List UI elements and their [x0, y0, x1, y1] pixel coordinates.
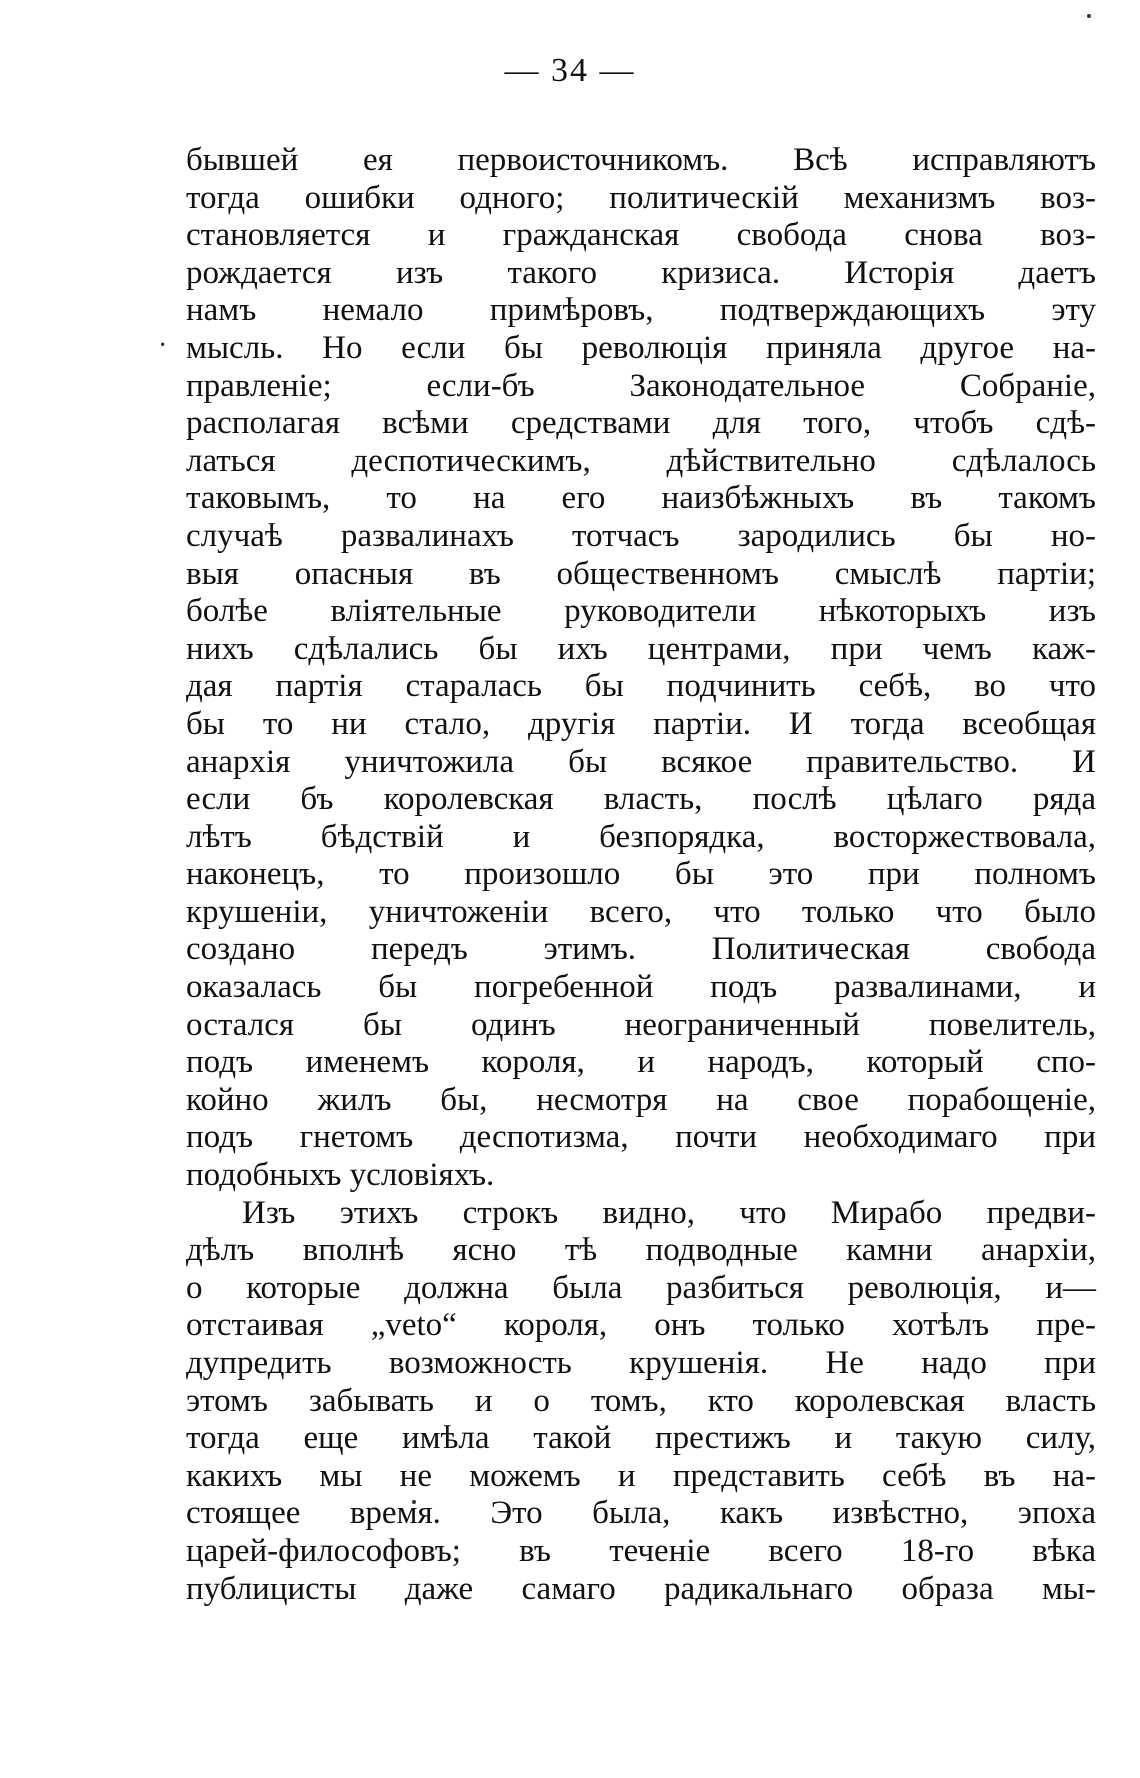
- text-line: случаѣ развалинахъ тотчасъ зародились бы но-: [186, 517, 1096, 554]
- text-line: выя опасныя въ общественномъ смыслѣ партіи;: [186, 555, 1096, 592]
- text-line: тогда еще имѣла такой престижъ и такую силу,: [186, 1420, 1096, 1457]
- page-number: — 34 —: [504, 52, 636, 89]
- text-line: анархія уничтожила бы всякое правительство. И: [186, 743, 1096, 780]
- text-line: Изъ этихъ строкъ видно, что Мирабо предви-: [242, 1194, 1096, 1231]
- text-line: рождается изъ такого кризиса. Исторія даетъ: [186, 254, 1096, 291]
- text-line: тогда ошибки одного; политическій механизмъ воз-: [186, 179, 1096, 216]
- text-line: нихъ сдѣлались бы ихъ центрами, при чемъ каж-: [186, 630, 1096, 667]
- text-line: стоящее время. Это была, какъ извѣстно, эпоха: [186, 1495, 1096, 1532]
- text-line: дѣлъ вполнѣ ясно тѣ подводные камни анархіи,: [186, 1232, 1096, 1269]
- text-line: латься деспотическимъ, дѣйствительно сдѣлалось: [186, 442, 1096, 479]
- text-line: дупредить возможность крушенія. Не надо при: [186, 1345, 1096, 1381]
- text-line: наконецъ, то произошло бы это при полномъ: [186, 856, 1096, 893]
- text-line: создано передъ этимъ. Политическая свобода: [186, 931, 1096, 968]
- text-line: бы то ни стало, другія партіи. И тогда всеобщая: [186, 705, 1096, 742]
- text-line: таковымъ, то на его наизбѣжныхъ въ такомъ: [186, 480, 1096, 517]
- text-line: мысль. Но если бы революція приняла другое на-: [186, 329, 1096, 366]
- text-line: лѣтъ бѣдствій и безпорядка, восторжествовала,: [186, 818, 1096, 855]
- text-line: этомъ забывать и о томъ, кто королевская власть: [186, 1382, 1096, 1419]
- text-line: бывшей ея первоисточникомъ. Всѣ исправляютъ: [186, 142, 1096, 178]
- text-line: подъ именемъ короля, и народъ, который спо-: [186, 1044, 1096, 1081]
- text-line: крушеніи, уничтоженіи всего, что только что было: [186, 893, 1096, 930]
- text-line: если бъ королевская власть, послѣ цѣлаго ряда: [186, 781, 1096, 818]
- scan-speck: [1087, 14, 1091, 18]
- text-line: намъ немало примѣровъ, подтверждающихъ эту: [186, 292, 1096, 329]
- text-line: дая партія старалась бы подчинить себѣ, во что: [186, 668, 1096, 705]
- text-line: оказалась бы погребенной подъ развалинами, и: [186, 969, 1096, 1006]
- text-line: койно жилъ бы, несмотря на свое порабощеніе,: [186, 1081, 1096, 1118]
- text-line: о которые должна была разбиться революція, и—: [186, 1269, 1096, 1306]
- text-line: подобныхъ условіяхъ.: [186, 1157, 495, 1194]
- text-line: отстаивая „veto“ короля, онъ только хотѣлъ пре-: [186, 1307, 1096, 1344]
- body-text: [186, 142, 1096, 1608]
- text-line: публицисты даже самаго радикальнаго образа мы-: [186, 1570, 1096, 1607]
- text-line: подъ гнетомъ деспотизма, почти необходимаго при: [186, 1119, 1096, 1156]
- margin-mark: ·: [158, 330, 168, 361]
- text-line: болѣе вліятельные руководители нѣкоторыхъ изъ: [186, 593, 1096, 630]
- text-line: располагая всѣми средствами для того, чтобъ сдѣ-: [186, 405, 1096, 442]
- text-line: остался бы одинъ неограниченный повелитель,: [186, 1006, 1096, 1043]
- text-line: становляется и гражданская свобода снова воз-: [186, 217, 1096, 254]
- text-line: правленіе; если-бъ Законодательное Собраніе,: [186, 367, 1096, 404]
- text-line: какихъ мы не можемъ и представить себѣ въ на-: [186, 1457, 1096, 1494]
- text-line: царей-философовъ; въ теченіе всего 18-го вѣка: [186, 1532, 1096, 1569]
